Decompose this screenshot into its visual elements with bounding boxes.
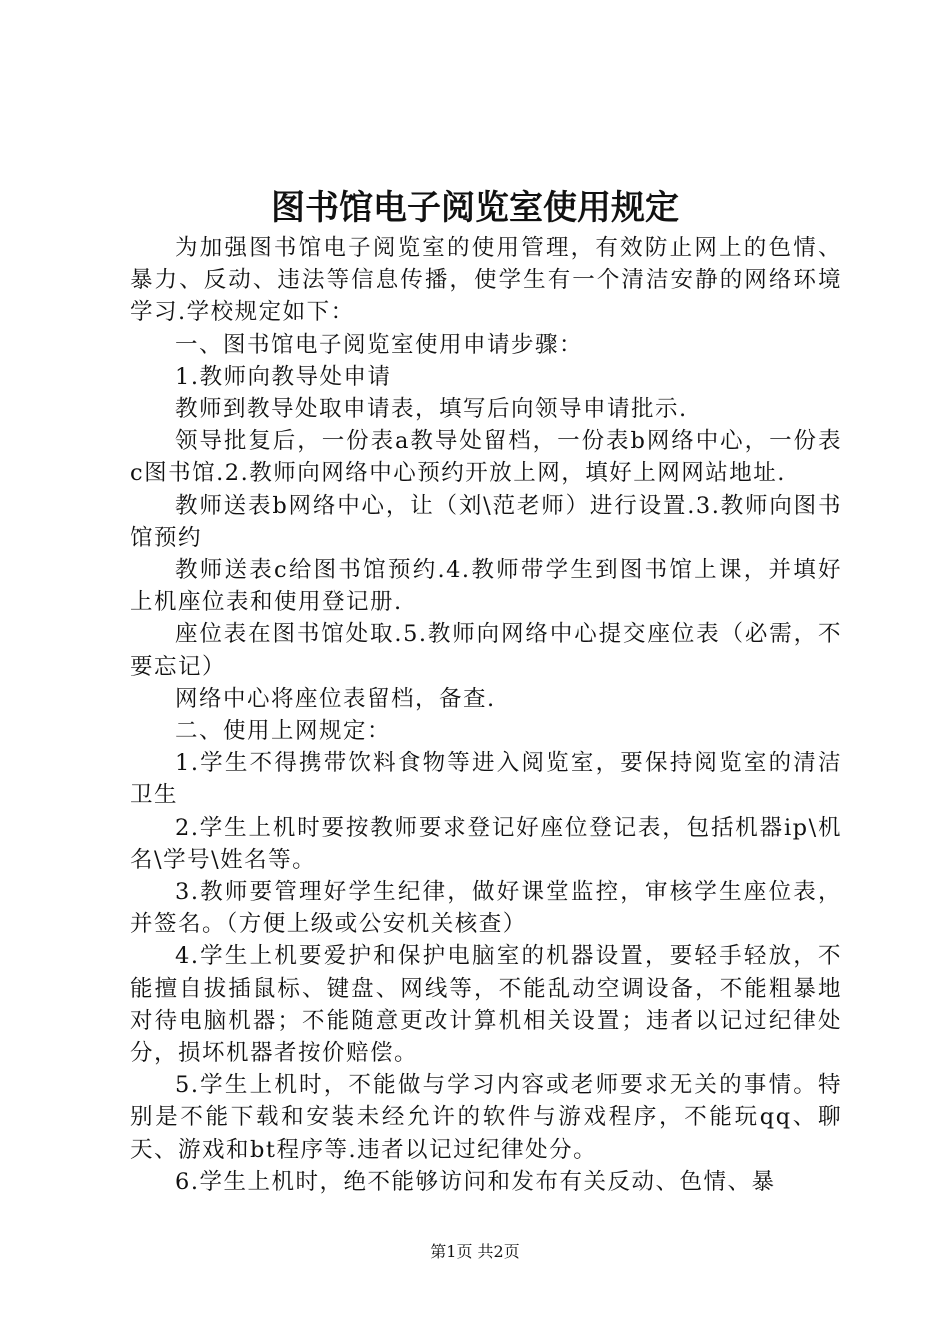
rule-item: 4.学生上机要爱护和保护电脑室的机器设置，要轻手轻放，不能擅自拔插鼠标、键盘、网线等，不能乱动空调设备，不能粗暴地对待电脑机器；不能随意更改计算机相关设置；违者以记过纪律处分，损坏机器者按价赔偿。 [130,943,842,1067]
paragraph: 座位表在图书馆处取.5.教师向网络中心提交座位表（必需，不要忘记） [130,621,842,680]
paragraph: 教师送表c给图书馆预约.4.教师带学生到图书馆上课，并填好上机座位表和使用登记册. [130,557,842,616]
rule-item: 5.学生上机时，不能做与学习内容或老师要求无关的事情。特别是不能下载和安装未经允许的软件与游戏程序，不能玩qq、聊天、游戏和bt程序等.违者以记过纪律处分。 [130,1072,842,1163]
section-heading-application: 一、图书馆电子阅览室使用申请步骤： [175,331,584,358]
rule-item: 2.学生上机时要按教师要求登记好座位登记表，包括机器ip\机名\学号\姓名等。 [130,814,842,873]
rule-item: 6.学生上机时，绝不能够访问和发布有关反动、色情、暴 [175,1168,776,1195]
paragraph-step-1: 1.教师向教导处申请 [175,363,392,390]
section-heading-rules: 二、使用上网规定： [175,718,392,745]
paragraph: 教师到教导处取申请表，填写后向领导申请批示. [175,396,688,423]
rule-item: 1.学生不得携带饮料食物等进入阅览室，要保持阅览室的清洁卫生 [130,750,842,809]
document-body [130,232,842,1198]
paragraph: 领导批复后，一份表a教导处留档，一份表b网络中心，一份表c图书馆.2.教师向网络中心预约开放上网，填好上网网站地址. [130,428,842,487]
rule-item: 3.教师要管理好学生纪律，做好课堂监控，审核学生座位表，并签名。（方便上级或公安机关核查） [130,879,842,938]
paragraph-intro: 为加强图书馆电子阅览室的使用管理，有效防止网上的色情、暴力、反动、违法等信息传播，使学生有一个清洁安静的网络环境学习.学校规定如下： [130,235,842,326]
page-footer: 第1页 共2页 [430,1242,520,1261]
paragraph: 网络中心将座位表留档，备查. [175,685,496,712]
paragraph: 教师送表b网络中心，让（刘\范老师）进行设置.3.教师向图书馆预约 [130,492,842,551]
document-title: 图书馆电子阅览室使用规定 [271,188,679,228]
